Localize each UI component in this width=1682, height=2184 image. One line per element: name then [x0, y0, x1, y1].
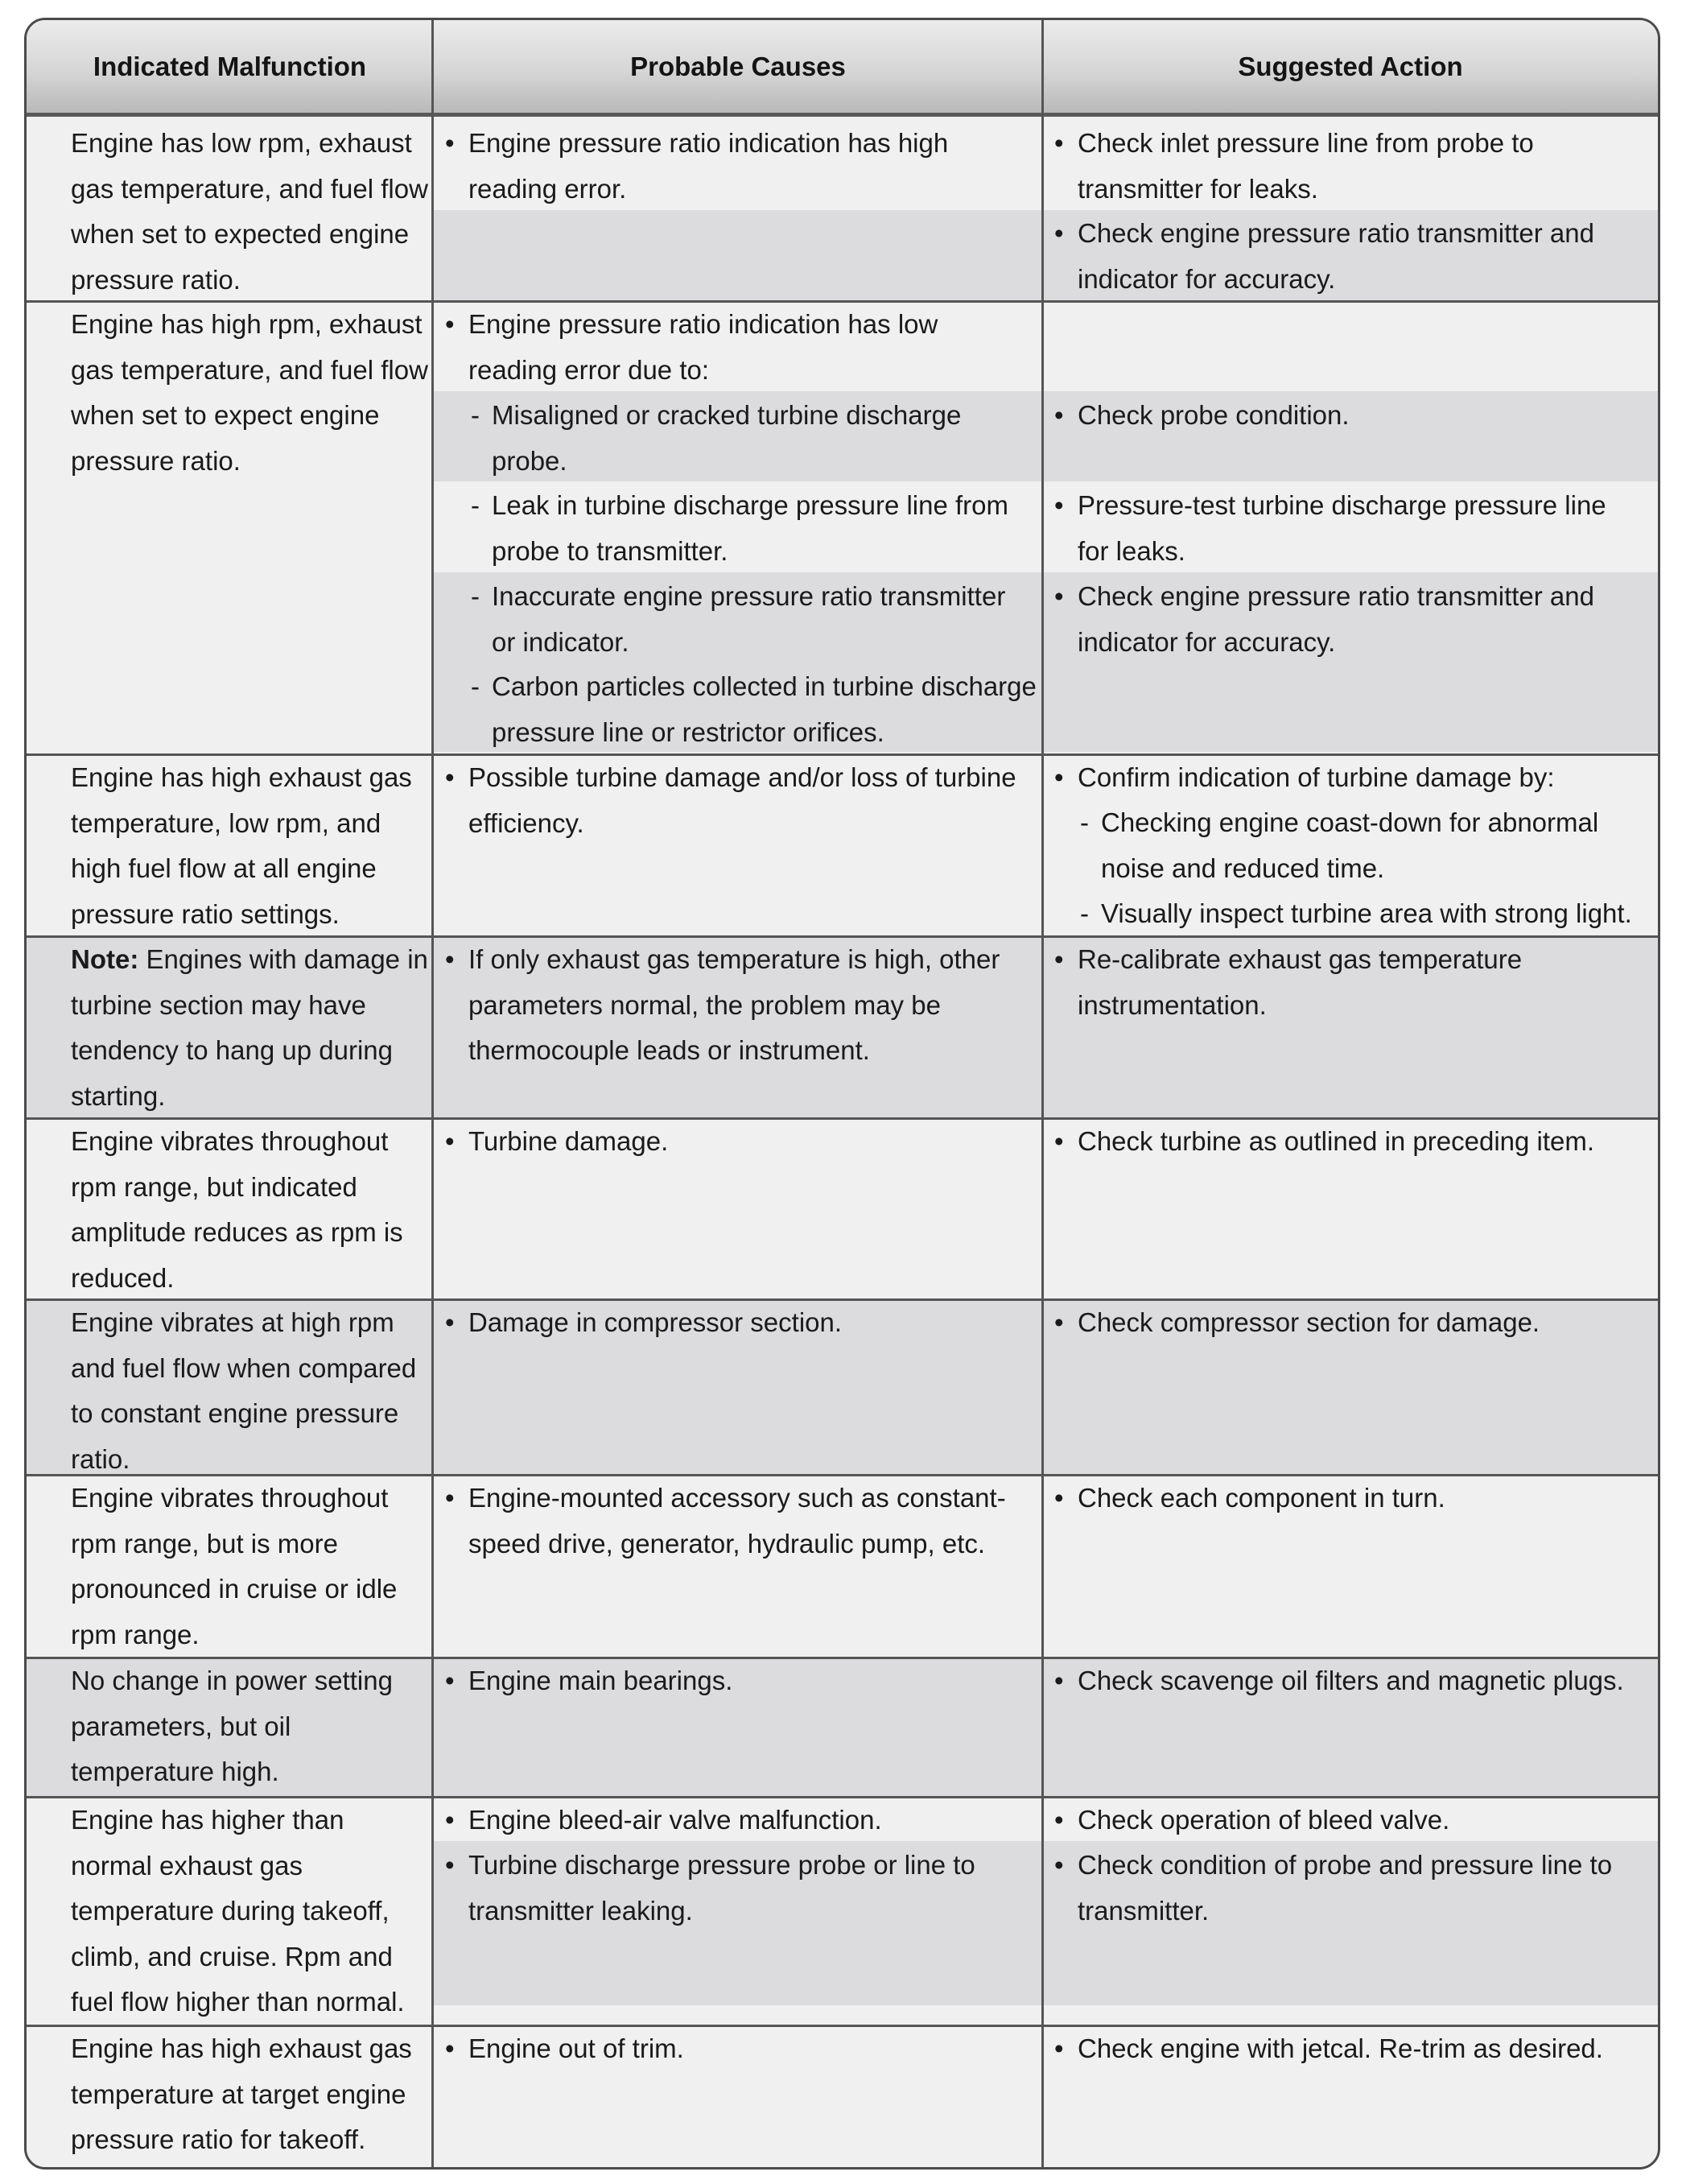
- cause-item: [445, 1843, 1016, 1934]
- cause-item: [445, 1798, 1016, 1843]
- cause-item: [445, 1300, 1016, 1346]
- dash-icon: -: [1080, 807, 1089, 837]
- cause-text: Turbine damage.: [468, 1126, 669, 1156]
- bullet-icon: •: [1054, 1805, 1064, 1835]
- dash-icon: -: [471, 671, 480, 701]
- bullet-icon: •: [445, 944, 455, 974]
- action-text: Checking engine coast-down for abnormal noise and reduced time.: [1101, 807, 1599, 883]
- cause-text: Engine main bearings.: [468, 1666, 733, 1695]
- bullet-icon: •: [1054, 1850, 1064, 1880]
- cause-text: Leak in turbine discharge pressure line from probe to transmitter.: [492, 490, 1009, 566]
- action-text: Visually inspect turbine area with strong light.: [1101, 898, 1632, 928]
- bullet-icon: •: [445, 1483, 455, 1513]
- cause-text: Engine out of trim.: [468, 2033, 684, 2063]
- cause-text: Engine pressure ratio indication has low reading error due to:: [468, 309, 938, 385]
- malfunction-cell: Engine vibrates at high rpm and fuel flow when compared to constant engine pressure ratio.: [71, 1307, 417, 1474]
- cause-item: [445, 121, 1016, 212]
- note-text: Engines with damage in turbine section may have tendency to hang up during starting.: [71, 944, 428, 1111]
- bullet-icon: •: [1054, 1666, 1064, 1695]
- header-causes: Probable Causes: [630, 52, 846, 81]
- cause-item: [445, 1476, 1016, 1567]
- bullet-icon: •: [445, 1666, 455, 1695]
- cause-item: [445, 1658, 1016, 1704]
- malfunction-cell: No change in power setting parameters, but oil temperature high.: [71, 1666, 393, 1786]
- bullet-icon: •: [445, 1805, 455, 1835]
- dash-icon: -: [471, 581, 480, 611]
- malfunction-cell: Engine vibrates throughout rpm range, but indicated amplitude reduces as rpm is reduced.: [71, 1126, 403, 1293]
- cause-subitem: [471, 664, 1039, 755]
- malfunction-cell: Engine has high rpm, exhaust gas temperature, and fuel flow when set to expect engine pressure ratio.: [71, 309, 428, 476]
- bullet-icon: •: [445, 1126, 455, 1156]
- action-text: Re-calibrate exhaust gas temperature instrumentation.: [1078, 944, 1523, 1020]
- cause-item: [445, 755, 1024, 846]
- cause-item: [445, 1119, 1016, 1165]
- action-text: Check condition of probe and pressure line to transmitter.: [1078, 1850, 1613, 1926]
- bullet-icon: •: [445, 2033, 455, 2063]
- cause-text: Engine bleed-air valve malfunction.: [468, 1805, 882, 1835]
- bullet-icon: •: [1054, 1307, 1064, 1337]
- action-item: [1054, 1658, 1653, 1704]
- cause-text: Damage in compressor section.: [468, 1307, 843, 1337]
- action-item: [1054, 211, 1641, 302]
- action-item: [1054, 574, 1641, 665]
- bullet-icon: •: [1054, 1483, 1064, 1513]
- bullet-icon: •: [445, 309, 455, 339]
- malfunction-cell: Engine has high exhaust gas temperature, low rpm, and high fuel flow at all engine pressure ratio settings.: [71, 762, 412, 929]
- bullet-icon: •: [445, 1850, 455, 1880]
- cause-text: Engine-mounted accessory such as constant-speed drive, generator, hydraulic pump, etc.: [468, 1483, 1006, 1559]
- bullet-icon: •: [445, 128, 455, 158]
- action-text: Check probe condition.: [1078, 400, 1350, 430]
- bullet-icon: •: [1054, 218, 1064, 248]
- table-header: [27, 20, 1658, 117]
- bullet-icon: •: [1054, 128, 1064, 158]
- action-text: Check operation of bleed valve.: [1078, 1805, 1450, 1835]
- bullet-icon: •: [1054, 400, 1064, 430]
- action-item: [1054, 1476, 1641, 1521]
- action-item: [1054, 1300, 1641, 1346]
- action-item: [1054, 937, 1641, 1028]
- bullet-icon: •: [1054, 762, 1064, 792]
- cause-subitem: [471, 393, 1023, 484]
- action-item: [1054, 1119, 1641, 1165]
- cause-text: Possible turbine damage and/or loss of turbine efficiency.: [468, 762, 1016, 838]
- action-text: Check inlet pressure line from probe to transmitter for leaks.: [1078, 128, 1534, 204]
- malfunction-cell: Engine vibrates throughout rpm range, but is more pronounced in cruise or idle rpm range.: [71, 1483, 398, 1649]
- action-text: Check engine pressure ratio transmitter and indicator for accuracy.: [1078, 218, 1594, 294]
- malfunction-cell: Engine has high exhaust gas temperature at target engine pressure ratio for takeoff.: [71, 2033, 412, 2154]
- cause-subitem: [471, 483, 1023, 574]
- cause-text: Inaccurate engine pressure ratio transmitter or indicator.: [492, 581, 1006, 657]
- cause-text: Carbon particles collected in turbine discharge pressure line or restrictor orifices.: [492, 671, 1037, 747]
- header-malfunction: Indicated Malfunction: [93, 52, 367, 81]
- header-action: Suggested Action: [1238, 52, 1463, 81]
- action-item: [1054, 121, 1641, 212]
- dash-icon: -: [1080, 898, 1089, 928]
- action-text: Check engine with jetcal. Re-trim as desired.: [1078, 2033, 1603, 2063]
- action-item: [1054, 2026, 1641, 2072]
- action-text: Check turbine as outlined in preceding item.: [1078, 1126, 1595, 1156]
- cause-text: Misaligned or cracked turbine discharge probe.: [492, 400, 962, 476]
- bullet-icon: •: [1054, 581, 1064, 611]
- action-item: [1054, 755, 1641, 801]
- malfunction-cell: Engine has higher than normal exhaust gas temperature during takeoff, climb, and cruise. Rpm and fuel flow higher than normal.: [71, 1805, 405, 2017]
- action-subitem: [1080, 891, 1656, 937]
- action-text: Check each component in turn.: [1078, 1483, 1445, 1513]
- malfunction-cell: Engine has low rpm, exhaust gas temperature, and fuel flow when set to expected engine pressure ratio.: [71, 128, 428, 295]
- action-item: [1054, 483, 1641, 574]
- bullet-icon: •: [1054, 2033, 1064, 2063]
- dash-icon: -: [471, 400, 480, 430]
- cause-item: [445, 302, 1016, 393]
- action-subitem: [1080, 800, 1648, 891]
- bullet-icon: •: [445, 762, 455, 792]
- troubleshooting-table: [24, 18, 1660, 2170]
- cause-item: [445, 2026, 1016, 2072]
- action-text: Check compressor section for damage.: [1078, 1307, 1540, 1337]
- cause-subitem: [471, 574, 1023, 665]
- cause-text: Engine pressure ratio indication has high reading error.: [468, 128, 949, 204]
- note-label: Note:: [71, 944, 139, 974]
- bullet-icon: •: [1054, 490, 1064, 520]
- action-item: [1054, 1798, 1641, 1843]
- bullet-icon: •: [1054, 944, 1064, 974]
- dash-icon: -: [471, 490, 480, 520]
- cause-text: If only exhaust gas temperature is high, other parameters normal, the problem may be thermocouple leads or instrument.: [468, 944, 1000, 1065]
- action-text: Check scavenge oil filters and magnetic plugs.: [1078, 1666, 1624, 1695]
- bullet-icon: •: [445, 1307, 455, 1337]
- action-text: Confirm indication of turbine damage by:: [1078, 762, 1555, 792]
- malfunction-note-cell: [71, 937, 429, 1119]
- column-divider: [1041, 20, 1044, 2167]
- action-text: Pressure-test turbine discharge pressure line for leaks.: [1078, 490, 1606, 566]
- cause-text: Turbine discharge pressure probe or line to transmitter leaking.: [468, 1850, 975, 1926]
- action-item: [1054, 1843, 1641, 1934]
- action-text: Check engine pressure ratio transmitter and indicator for accuracy.: [1078, 581, 1594, 657]
- column-divider: [431, 20, 434, 2167]
- bullet-icon: •: [1054, 1126, 1064, 1156]
- action-item: [1054, 393, 1641, 439]
- cause-item: [445, 937, 1016, 1074]
